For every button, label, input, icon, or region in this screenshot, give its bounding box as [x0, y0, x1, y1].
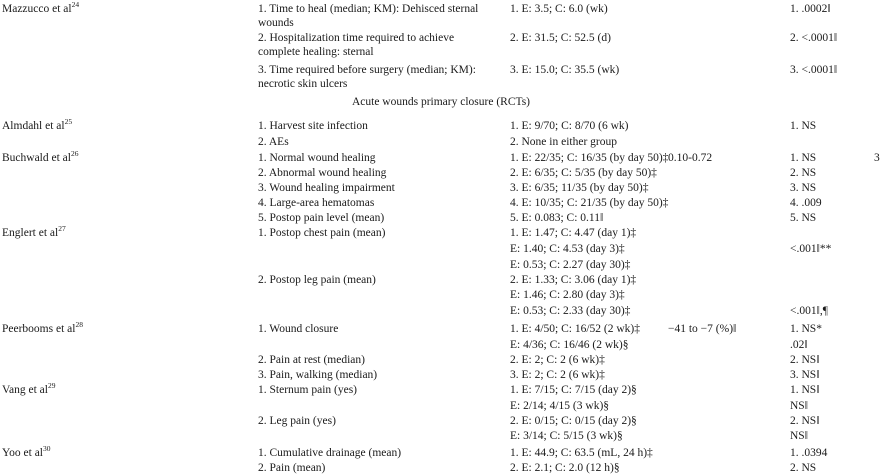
p-value: 1. NS — [790, 120, 817, 132]
outcome-text: 1. Wound closure — [258, 323, 339, 335]
outcome-text: 1. Cumulative drainage (mean) — [258, 447, 402, 459]
result-text: 2. E: 0/15; C: 0/15 (day 2)§ — [510, 415, 637, 427]
reference-number: 26 — [70, 149, 79, 159]
p-value: <.001‖,¶ — [790, 305, 828, 317]
ci-text: −41 to −7 (%)‖ — [668, 323, 737, 335]
result-text: 1. E: 4/50; C: 16/52 (2 wk)‡ — [510, 323, 641, 335]
result-text: 3. E: 6/35; 11/35 (by day 50)‡ — [510, 182, 649, 194]
outcome-text: 1. Harvest site infection — [258, 120, 368, 132]
outcome-text: wounds — [258, 17, 294, 29]
study-name: Englert et $al^{27}$ — [2, 224, 66, 239]
outcome-text: 1. Sternum pain (yes) — [258, 384, 358, 396]
p-value: 1. NS — [790, 152, 817, 164]
p-value: 1. .0394 — [790, 447, 828, 459]
reference-number: 30 — [43, 444, 51, 454]
result-text: E: 4/36; C: 16/46 (2 wk)§ — [510, 339, 629, 351]
outcome-text: 3. Pain, walking (median) — [258, 369, 378, 381]
result-text: 3. E: 15.0; C: 35.5 (wk) — [510, 64, 620, 76]
result-text: 2. None in either group — [510, 136, 617, 148]
result-text: 1. E: 1.47; C: 4.47 (day 1)‡ — [510, 227, 637, 239]
p-value: 3. NS‖ — [790, 369, 820, 381]
p-value: 1. NS* — [790, 323, 822, 335]
result-text: 1. E: 9/70; C: 8/70 (6 wk) — [510, 120, 629, 132]
p-value: 1. .0002‖ — [790, 3, 831, 15]
p-value: 2. NS‖ — [790, 415, 820, 427]
outcome-text: 1. Time to heal (median; KM): Dehisced sternal — [258, 3, 479, 15]
result-text: 2. E: 1.33; C: 3.06 (day 1)‡ — [510, 274, 637, 286]
study-name: Peerbooms et $al^{28}$ — [2, 320, 83, 335]
outcome-text: 1. Normal wound healing — [258, 152, 376, 164]
result-text: 2. E: 2; C: 2 (6 wk)‡ — [510, 354, 605, 366]
result-text: 3. E: 2; C: 2 (6 wk)‡ — [510, 369, 605, 381]
study-name: Yoo et $al^{30}$ — [2, 444, 51, 459]
study-name: Mazzucco et $al^{24}$ — [2, 0, 80, 15]
outcome-text: 2. Pain (mean) — [258, 462, 326, 474]
result-text: E: 1.40; C: 4.53 (day 3)‡ — [510, 243, 625, 255]
p-value: 2. NS‖ — [790, 354, 820, 366]
reference-number: 27 — [58, 224, 66, 234]
p-value: 4. .009 — [790, 197, 822, 209]
result-text: 2. E: 6/35; C: 5/35 (by day 50)‡ — [510, 167, 657, 179]
outcome-text: 2. Abnormal wound healing — [258, 167, 387, 179]
reference-number: 25 — [64, 117, 73, 127]
outcome-text: 4. Large-area hematomas — [258, 197, 375, 209]
ci-text: 0.10-0.72 — [668, 152, 713, 164]
result-text: 4. E: 10/35; C: 21/35 (by day 50)‡ — [510, 197, 669, 209]
outcome-text: 1. Postop chest pain (mean) — [258, 227, 386, 239]
p-value: 3. <.0001‖ — [790, 64, 838, 76]
reference-number: 28 — [75, 320, 83, 330]
outcome-text: 2. Leg pain (yes) — [258, 415, 336, 427]
outcome-text: 2. Pain at rest (median) — [258, 354, 365, 366]
p-value: 2. NS — [790, 167, 817, 179]
result-text: 2. E: 2.1; C: 2.0 (12 h)§ — [510, 462, 620, 474]
result-text: 2. E: 31.5; C: 52.5 (d) — [510, 32, 611, 44]
p-value: 2. NS — [790, 462, 817, 474]
outcome-text: necrotic skin ulcers — [258, 78, 348, 90]
outcome-text: complete healing: sternal — [258, 46, 374, 58]
p-value: .02‖ — [790, 339, 808, 351]
outcome-text: 2. Postop leg pain (mean) — [258, 274, 376, 286]
p-value: 1. NS‖ — [790, 384, 820, 396]
result-text: 1. E: 7/15; C: 7/15 (day 2)§ — [510, 384, 637, 396]
p-value: 2. <.0001‖ — [790, 32, 838, 44]
result-text: E: 0.53; C: 2.27 (day 30)‡ — [510, 259, 631, 271]
result-text: 1. E: 3.5; C: 6.0 (wk) — [510, 3, 608, 15]
result-text: E: 0.53; C: 2.33 (day 30)‡ — [510, 305, 631, 317]
study-name: Almdahl et $al^{25}$ — [2, 117, 73, 132]
reference-number: 24 — [71, 0, 80, 10]
result-text: E: 3/14; C: 5/15 (3 wk)§ — [510, 430, 623, 442]
result-text: E: 1.46; C: 2.80 (day 3)‡ — [510, 289, 625, 301]
outcome-text: 2. Hospitalization time required to achieve — [258, 32, 455, 44]
outcome-text: 2. AEs — [258, 136, 289, 148]
result-text: 5. E: 0.083; C: 0.11‖ — [510, 212, 604, 224]
outcome-text: 3. Wound healing impairment — [258, 182, 395, 194]
outcome-text: 3. Time required before surgery (median; KM): — [258, 64, 476, 76]
study-name: Vang et $al^{29}$ — [2, 381, 56, 396]
p-value: <.001‖** — [790, 243, 832, 255]
section-subheading: Acute wounds primary closure (RCTs) — [351, 96, 531, 108]
outcome-text: 5. Postop pain level (mean) — [258, 212, 385, 224]
reference-number: 29 — [47, 381, 56, 391]
p-value: NS‖ — [790, 430, 808, 442]
study-name: Buchwald et $al^{26}$ — [2, 149, 79, 164]
result-text: E: 2/14; 4/15 (3 wk)§ — [510, 400, 610, 412]
p-value: NS‖ — [790, 400, 808, 412]
p-value: 5. NS — [790, 212, 817, 224]
truncated-column-text: 3 — [874, 152, 880, 164]
p-value: 3. NS — [790, 182, 817, 194]
result-text: 1. E: 44.9; C: 63.5 (mL, 24 h)‡ — [510, 447, 653, 459]
result-text: 1. E: 22/35; C: 16/35 (by day 50)‡ — [510, 152, 669, 164]
